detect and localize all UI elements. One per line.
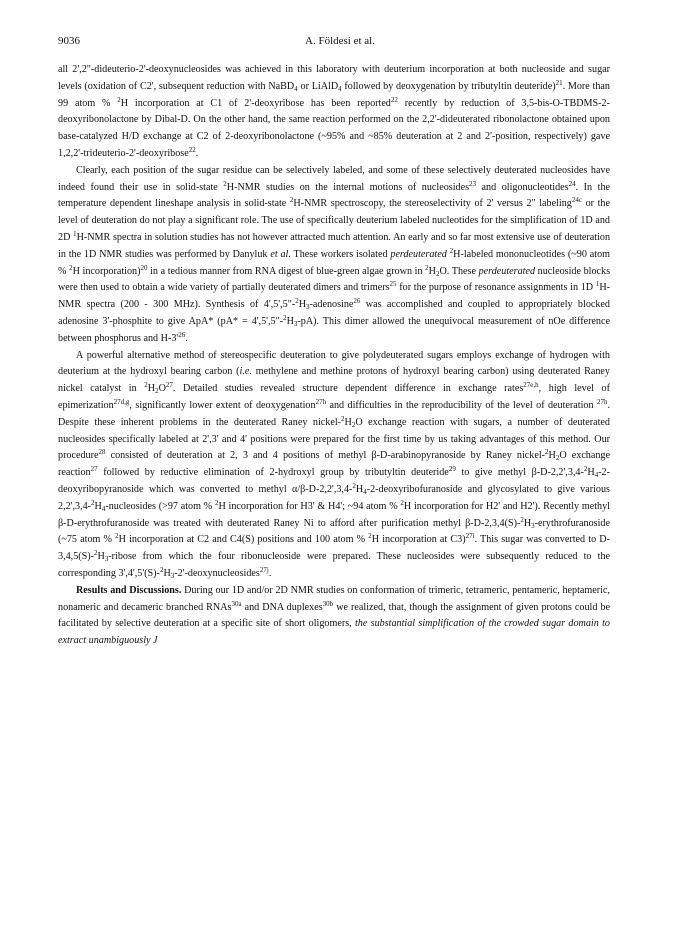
paragraph-4: Results and Discussions. During our 1D and/or 2D NMR studies on conformation of trimeric, tetrameric, pentameric, heptameric, nonameric and decameric branched RNAs$^{30a}$ and DNA duplexes$^{30b}$ we realized, that, though the assignment of given protons could be facilitated by selective deuteration at a specific site of short oligomers, the substantial simplification of the crowded sugar domain to extract unambiguously J	[58, 584, 610, 647]
paragraph-3: A powerful alternative method of stereospecific deuteration to give polydeuterated sugars employs exchange of hydrogen with deuterium at the hydroxyl bearing carbon (i.e. methylene and methine protons of hydroxyl bearing carbon) using deuterated Raney nickel catalyst in $^2H_2O^{27}$. Detailed studies revealed structure dependent difference in exchange rates$^{27e,h}$, high level of epimerization$^{27d,g}$, significantly lower extent of deoxygenation$^{27h}$ and difficulties in the reproducibility of the level of deuteration $^{27h}$. Despite these inherent problems in the deuterated Raney nickel-$^2H_2O$ exchange reaction with sugars, a number of deuterated nucleosides specifically labeled at 2',3' and 4' positions were prepared for the first time by us taking advantages of this method. Our procedure$^{28}$ consisted of deuteration at 2, 3 and 4 positions of methyl β-D-arabinopyranoside by Raney nickel-$^2H_2O$ exchange reaction$^{27}$ followed by reductive elimination of 2-hydroxyl group by tributyltin deuteride$^{29}$ to give methyl $\beta-D-2,2',3,4-^2H_4-2$-deoxyribopyranoside which was converted to methyl $\alpha/\beta-D-2,2',3,4-^2H_4-2$-deoxyribofuranoside and glycosylated to give various $2,2',3,4-^2H_4$-nucleosides (>97 atom % $^2$H incorporation for H3' & H4'; ~94 atom % $^2$H incorporation for H2' and H2'). Recently methyl β-D-erythrofuranoside was treated with deuterated Raney Ni to afford after purification methyl $\beta-D-2,3,4(S)-^2H_3$-erythrofuranoside (~75 atom % $^2$H incorporation at C2 and C4(S) positions and 100 atom % $^2$H incorporation at C3)$^{27i}$. This sugar was converted to $D-3,4,5(S)-^2H_3$-ribose from which the four ribonucleoside were prepared. These nucleosides were subsequently reduced to the corresponding $3',4',5'(S)-^2H_3-2'-deoxynucleosides^{27j}$.	[58, 349, 611, 580]
paragraph-1: all 2',2"-dideuterio-2'-deoxynucleosides was achieved in this laboratory with deuterium incorporation at both nucleoside and sugar levels (oxidation of C2', subsequent reduction with NaBD$_4$ or LiAlD$_4$ followed by deoxygenation by tributyltin deuteride)$^{21}$. More than 99 atom % $^2$H incorporation at C1 of 2'-deoxyribose has been reported$^{22}$ recently by reduction of 3,5-bis-O-TBDMS-2-deoxyribonolactone by Dibal-D. On the other hand, the same reaction performed on the 2,2'-dideuterated ribonolactone obtained upon base-catalyzed H/D exchange at C2 of 2-deoxyribonolactone (~95% and ~85% deuteration at 2 and 2'-position, respectively) gave 1,2,2'-trideuterio-2'-deoxyribose$^{22}$.	[58, 64, 610, 159]
page-number: 9036	[58, 35, 80, 47]
article-body	[58, 62, 610, 650]
running-title: A. Földesi et al.	[305, 35, 375, 47]
paragraph-2: Clearly, each position of the sugar residue can be selectively labeled, and some of these selectively deuterated nucleosides have indeed found their use in solid-state $^2$H-NMR studies on the internal motions of nucleosides$^{23}$ and oligonucleotides$^{24}$. In the temperature dependent lineshape analysis in solid-state $^2$H-NMR spectroscopy, the stereoselectivity of 2' versus 2" labeling$^{24c}$ or the level of deuteration do not play a significant role. The use of specifically deuterium labeled nucleotides for the simplification of 1D and 2D $^1$H-NMR spectra in solution studies has not however attracted much attention. An early and so far most extensive use of deuteration in the 1D NMR studies was performed by Danyluk et al. These workers isolated perdeuterated $^2$H-labeled mononucleotides (~90 atom % $^2$H incorporation)$^{20}$ in a tedious manner from RNA digest of blue-green algae grown in $^2H_2O$. These perdeuterated nucleoside blocks were then used to obtain a wide variety of partially deuterated dimers and trimers$^{25}$ for the purpose of resonance assignments in 1D $^1$H-NMR spectra (200 - 300 MHz). Synthesis of $4',5',5"-^2H_3-adenosine^{26}$ was accomplished and coupled to appropriately blocked adenosine 3'-phosphite to give ApA* $(pA* = 4',5',5"-^2H_3-pA)$. This dimer allowed the unequivocal measurement of nOe difference between phosphorus and $H-3'^{26}$.	[58, 164, 611, 344]
